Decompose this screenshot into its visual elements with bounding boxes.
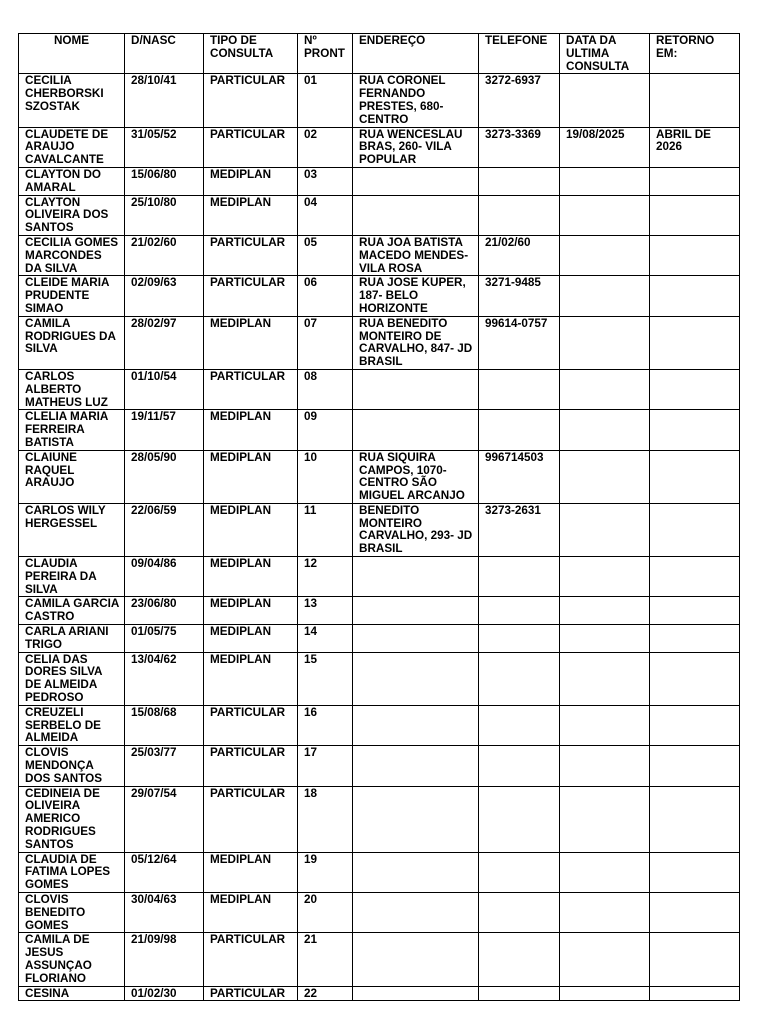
cell-nome: CARLOS WILY HERGESSEL — [19, 503, 125, 556]
cell-nome: CLAYTON OLIVEIRA DOS SANTOS — [19, 195, 125, 235]
table-row — [19, 652, 740, 705]
cell-dnasc: 28/02/97 — [125, 316, 204, 369]
table-row — [19, 167, 740, 195]
cell-telefone — [479, 746, 560, 786]
cell-pront: 01 — [298, 74, 353, 127]
cell-telefone — [479, 557, 560, 597]
cell-ultima-consulta — [560, 74, 650, 127]
header-retorno: RETORNO EM: — [650, 34, 740, 74]
cell-tipo-consulta: PARTICULAR — [204, 369, 298, 409]
cell-ultima-consulta — [560, 503, 650, 556]
table-row — [19, 893, 740, 933]
cell-endereco — [353, 597, 479, 625]
cell-nome: CLOVIS BENEDITO GOMES — [19, 893, 125, 933]
cell-pront: 06 — [298, 276, 353, 316]
cell-ultima-consulta — [560, 235, 650, 275]
cell-pront: 11 — [298, 503, 353, 556]
cell-endereco: RUA JOSE KUPER, 187- BELO HORIZONTE — [353, 276, 479, 316]
cell-dnasc: 29/07/54 — [125, 786, 204, 852]
patient-table — [18, 33, 740, 1001]
cell-endereco — [353, 557, 479, 597]
cell-telefone — [479, 705, 560, 745]
table-row — [19, 74, 740, 127]
cell-tipo-consulta: MEDIPLAN — [204, 625, 298, 653]
cell-endereco: RUA JOA BATISTA MACEDO MENDES- VILA ROSA — [353, 235, 479, 275]
cell-tipo-consulta: MEDIPLAN — [204, 652, 298, 705]
cell-tipo-consulta: MEDIPLAN — [204, 597, 298, 625]
cell-retorno — [650, 195, 740, 235]
cell-dnasc: 31/05/52 — [125, 127, 204, 167]
cell-pront: 10 — [298, 450, 353, 503]
table-row — [19, 557, 740, 597]
cell-retorno — [650, 557, 740, 597]
cell-retorno — [650, 893, 740, 933]
cell-tipo-consulta: MEDIPLAN — [204, 167, 298, 195]
cell-nome: CLELIA MARIA FERREIRA BATISTA — [19, 410, 125, 450]
header-dnasc: D/NASC — [125, 34, 204, 74]
cell-tipo-consulta: MEDIPLAN — [204, 410, 298, 450]
cell-dnasc: 28/10/41 — [125, 74, 204, 127]
table-row — [19, 410, 740, 450]
cell-endereco: RUA BENEDITO MONTEIRO DE CARVALHO, 847- JD BRASIL — [353, 316, 479, 369]
cell-retorno — [650, 369, 740, 409]
cell-telefone: 3273-3369 — [479, 127, 560, 167]
cell-dnasc: 01/05/75 — [125, 625, 204, 653]
cell-ultima-consulta — [560, 450, 650, 503]
cell-nome: CARLA ARIANI TRIGO — [19, 625, 125, 653]
cell-dnasc: 21/02/60 — [125, 235, 204, 275]
cell-pront: 19 — [298, 852, 353, 892]
cell-dnasc: 02/09/63 — [125, 276, 204, 316]
cell-telefone: 3271-9485 — [479, 276, 560, 316]
table-row — [19, 127, 740, 167]
cell-endereco — [353, 705, 479, 745]
table-row — [19, 316, 740, 369]
cell-ultima-consulta — [560, 705, 650, 745]
cell-endereco: BENEDITO MONTEIRO CARVALHO, 293- JD BRASIL — [353, 503, 479, 556]
cell-endereco — [353, 893, 479, 933]
cell-nome: CLAIUNE RAQUEL ARAUJO — [19, 450, 125, 503]
cell-pront: 04 — [298, 195, 353, 235]
cell-endereco: RUA CORONEL FERNANDO PRESTES, 680- CENTRO — [353, 74, 479, 127]
cell-dnasc: 01/02/30 — [125, 986, 204, 1001]
cell-pront: 09 — [298, 410, 353, 450]
cell-ultima-consulta — [560, 369, 650, 409]
cell-dnasc: 05/12/64 — [125, 852, 204, 892]
cell-tipo-consulta: MEDIPLAN — [204, 557, 298, 597]
table-row — [19, 986, 740, 1001]
cell-endereco — [353, 986, 479, 1001]
cell-telefone — [479, 625, 560, 653]
cell-endereco — [353, 167, 479, 195]
cell-ultima-consulta — [560, 276, 650, 316]
cell-endereco — [353, 195, 479, 235]
cell-retorno — [650, 746, 740, 786]
cell-tipo-consulta: PARTICULAR — [204, 235, 298, 275]
cell-endereco — [353, 746, 479, 786]
cell-ultima-consulta — [560, 933, 650, 986]
cell-telefone — [479, 369, 560, 409]
cell-nome: CLOVIS MENDONÇA DOS SANTOS — [19, 746, 125, 786]
cell-tipo-consulta: PARTICULAR — [204, 127, 298, 167]
cell-pront: 15 — [298, 652, 353, 705]
cell-nome: CAMILA RODRIGUES DA SILVA — [19, 316, 125, 369]
cell-telefone — [479, 195, 560, 235]
cell-endereco — [353, 933, 479, 986]
cell-dnasc: 23/06/80 — [125, 597, 204, 625]
table-row — [19, 786, 740, 852]
header-pront: Nº PRONT — [298, 34, 353, 74]
table-row — [19, 276, 740, 316]
cell-pront: 12 — [298, 557, 353, 597]
table-row — [19, 195, 740, 235]
cell-telefone — [479, 167, 560, 195]
cell-retorno — [650, 597, 740, 625]
cell-telefone: 99614-0757 — [479, 316, 560, 369]
cell-retorno — [650, 410, 740, 450]
cell-pront: 16 — [298, 705, 353, 745]
cell-ultima-consulta — [560, 625, 650, 653]
cell-tipo-consulta: PARTICULAR — [204, 786, 298, 852]
cell-dnasc: 13/04/62 — [125, 652, 204, 705]
cell-dnasc: 22/06/59 — [125, 503, 204, 556]
cell-ultima-consulta — [560, 986, 650, 1001]
cell-nome: CLEIDE MARIA PRUDENTE SIMAO — [19, 276, 125, 316]
cell-ultima-consulta — [560, 893, 650, 933]
cell-tipo-consulta: MEDIPLAN — [204, 316, 298, 369]
header-tipo-consulta: TIPO DE CONSULTA — [204, 34, 298, 74]
cell-tipo-consulta: PARTICULAR — [204, 746, 298, 786]
cell-retorno — [650, 316, 740, 369]
cell-telefone: 3272-6937 — [479, 74, 560, 127]
cell-endereco — [353, 786, 479, 852]
cell-pront: 14 — [298, 625, 353, 653]
cell-telefone: 3273-2631 — [479, 503, 560, 556]
cell-telefone — [479, 893, 560, 933]
cell-retorno — [650, 625, 740, 653]
cell-dnasc: 19/11/57 — [125, 410, 204, 450]
cell-retorno — [650, 786, 740, 852]
cell-nome: CARLOS ALBERTO MATHEUS LUZ — [19, 369, 125, 409]
cell-ultima-consulta — [560, 410, 650, 450]
cell-nome: CESINA — [19, 986, 125, 1001]
cell-retorno — [650, 167, 740, 195]
cell-ultima-consulta — [560, 557, 650, 597]
cell-dnasc: 09/04/86 — [125, 557, 204, 597]
cell-tipo-consulta: PARTICULAR — [204, 986, 298, 1001]
cell-pront: 20 — [298, 893, 353, 933]
cell-nome: CAMILA DE JESUS ASSUNÇAO FLORIANO — [19, 933, 125, 986]
cell-dnasc: 15/06/80 — [125, 167, 204, 195]
cell-tipo-consulta: PARTICULAR — [204, 705, 298, 745]
cell-retorno — [650, 852, 740, 892]
cell-dnasc: 21/09/98 — [125, 933, 204, 986]
table-row — [19, 625, 740, 653]
cell-dnasc: 28/05/90 — [125, 450, 204, 503]
table-row — [19, 852, 740, 892]
cell-tipo-consulta: MEDIPLAN — [204, 450, 298, 503]
cell-ultima-consulta — [560, 652, 650, 705]
cell-retorno — [650, 74, 740, 127]
cell-retorno — [650, 503, 740, 556]
cell-dnasc: 01/10/54 — [125, 369, 204, 409]
cell-nome: CEDINEIA DE OLIVEIRA AMERICO RODRIGUES SANTOS — [19, 786, 125, 852]
cell-ultima-consulta — [560, 786, 650, 852]
table-row — [19, 746, 740, 786]
cell-ultima-consulta — [560, 852, 650, 892]
cell-pront: 05 — [298, 235, 353, 275]
cell-telefone — [479, 786, 560, 852]
cell-retorno — [650, 705, 740, 745]
cell-nome: CECILIA GOMES MARCONDES DA SILVA — [19, 235, 125, 275]
cell-dnasc: 15/08/68 — [125, 705, 204, 745]
cell-retorno — [650, 652, 740, 705]
cell-pront: 22 — [298, 986, 353, 1001]
cell-nome: CLAYTON DO AMARAL — [19, 167, 125, 195]
cell-endereco — [353, 369, 479, 409]
cell-dnasc: 25/03/77 — [125, 746, 204, 786]
cell-endereco: RUA SIQUIRA CAMPOS, 1070- CENTRO SÃO MIGUEL ARCANJO — [353, 450, 479, 503]
cell-pront: 03 — [298, 167, 353, 195]
header-telefone: TELEFONE — [479, 34, 560, 74]
cell-nome: CLAUDIA DE FATIMA LOPES GOMES — [19, 852, 125, 892]
header-row — [19, 34, 740, 74]
cell-ultima-consulta — [560, 597, 650, 625]
cell-nome: CREUZELI SERBELO DE ALMEIDA — [19, 705, 125, 745]
cell-telefone: 996714503 — [479, 450, 560, 503]
cell-endereco — [353, 625, 479, 653]
table-row — [19, 503, 740, 556]
cell-telefone — [479, 852, 560, 892]
table-row — [19, 705, 740, 745]
cell-tipo-consulta: PARTICULAR — [204, 276, 298, 316]
cell-endereco — [353, 852, 479, 892]
cell-pront: 18 — [298, 786, 353, 852]
cell-endereco — [353, 652, 479, 705]
cell-ultima-consulta — [560, 316, 650, 369]
cell-nome: CELIA DAS DORES SILVA DE ALMEIDA PEDROSO — [19, 652, 125, 705]
cell-nome: CECILIA CHERBORSKI SZOSTAK — [19, 74, 125, 127]
cell-tipo-consulta: PARTICULAR — [204, 933, 298, 986]
cell-tipo-consulta: MEDIPLAN — [204, 503, 298, 556]
cell-nome: CLAUDETE DE ARAUJO CAVALCANTE — [19, 127, 125, 167]
cell-telefone — [479, 986, 560, 1001]
cell-ultima-consulta — [560, 195, 650, 235]
cell-nome: CAMILA GARCIA CASTRO — [19, 597, 125, 625]
cell-pront: 02 — [298, 127, 353, 167]
cell-telefone — [479, 597, 560, 625]
cell-endereco: RUA WENCESLAU BRAS, 260- VILA POPULAR — [353, 127, 479, 167]
table-row — [19, 450, 740, 503]
header-endereco: ENDEREÇO — [353, 34, 479, 74]
cell-telefone — [479, 652, 560, 705]
cell-telefone — [479, 410, 560, 450]
cell-tipo-consulta: MEDIPLAN — [204, 852, 298, 892]
header-nome: NOME — [19, 34, 125, 74]
cell-tipo-consulta: PARTICULAR — [204, 74, 298, 127]
cell-retorno: ABRIL DE 2026 — [650, 127, 740, 167]
cell-tipo-consulta: MEDIPLAN — [204, 893, 298, 933]
cell-retorno — [650, 450, 740, 503]
cell-pront: 07 — [298, 316, 353, 369]
cell-tipo-consulta: MEDIPLAN — [204, 195, 298, 235]
table-row — [19, 597, 740, 625]
cell-ultima-consulta: 19/08/2025 — [560, 127, 650, 167]
cell-pront: 08 — [298, 369, 353, 409]
cell-ultima-consulta — [560, 746, 650, 786]
cell-nome: CLAUDIA PEREIRA DA SILVA — [19, 557, 125, 597]
cell-retorno — [650, 933, 740, 986]
table-row — [19, 235, 740, 275]
cell-pront: 13 — [298, 597, 353, 625]
cell-pront: 21 — [298, 933, 353, 986]
cell-dnasc: 25/10/80 — [125, 195, 204, 235]
cell-dnasc: 30/04/63 — [125, 893, 204, 933]
cell-ultima-consulta — [560, 167, 650, 195]
cell-telefone: 21/02/60 — [479, 235, 560, 275]
cell-retorno — [650, 235, 740, 275]
cell-telefone — [479, 933, 560, 986]
cell-retorno — [650, 986, 740, 1001]
cell-pront: 17 — [298, 746, 353, 786]
cell-retorno — [650, 276, 740, 316]
table-row — [19, 933, 740, 986]
header-ultima-consulta: DATA DA ULTIMA CONSULTA — [560, 34, 650, 74]
cell-endereco — [353, 410, 479, 450]
table-row — [19, 369, 740, 409]
